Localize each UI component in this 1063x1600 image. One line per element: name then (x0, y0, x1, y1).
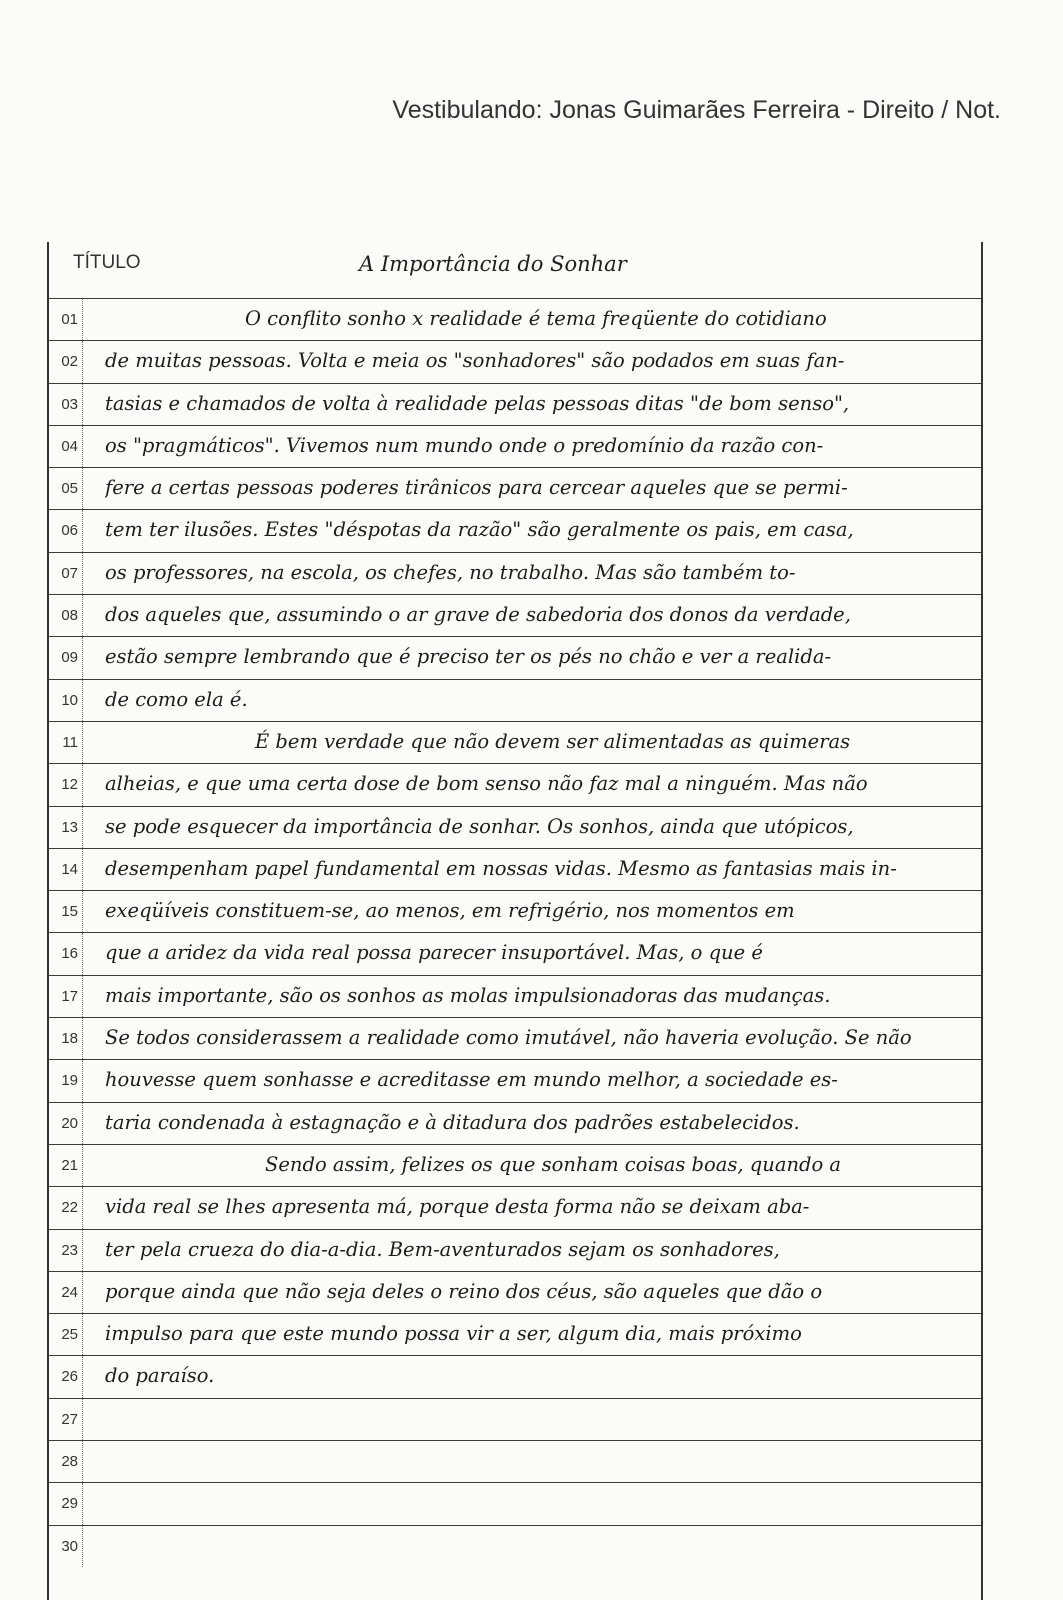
line-text: tem ter ilusões. Estes "déspotas da razão" são geralmente os pais, em casa, (105, 518, 854, 542)
essay-line (49, 425, 981, 467)
line-number: 03 (49, 384, 83, 425)
line-number: 23 (49, 1230, 83, 1271)
line-text: porque ainda que não seja deles o reino dos céus, são aqueles que dão o (105, 1279, 823, 1303)
essay-line (49, 383, 981, 425)
line-text: de como ela é. (105, 687, 248, 711)
line-number: 01 (49, 299, 83, 340)
line-number: 15 (49, 891, 83, 932)
line-number: 26 (49, 1356, 83, 1397)
line-number: 14 (49, 849, 83, 890)
line-text: O conflito sonho x realidade é tema freqüente do cotidiano (245, 307, 827, 330)
title-label: TÍTULO (73, 252, 141, 273)
line-text: que a aridez da vida real possa parecer insuportável. Mas, o que é (105, 941, 763, 965)
line-number: 13 (49, 807, 83, 848)
line-text: tasias e chamados de volta à realidade pelas pessoas ditas "de bom senso", (105, 391, 850, 415)
line-text: de muitas pessoas. Volta e meia os "sonhadores" são podados em suas fan- (105, 349, 845, 373)
essay-title: A Importância do Sonhar (359, 252, 627, 276)
line-number: 22 (49, 1187, 83, 1228)
line-text: Se todos considerassem a realidade como imutável, não haveria evolução. Se não (105, 1026, 912, 1050)
line-text (105, 1441, 975, 1482)
essay-line (49, 1059, 981, 1101)
line-number: 16 (49, 933, 83, 974)
line-text: mais importante, são os sonhos as molas impulsionadoras das mudanças. (105, 983, 831, 1007)
line-text: exeqüíveis constituem-se, ao menos, em refrigério, nos momentos em (105, 899, 795, 923)
line-number: 12 (49, 764, 83, 805)
essay-line (49, 848, 981, 890)
essay-line (49, 1229, 981, 1271)
essay-line (49, 1440, 981, 1482)
essay-sheet (47, 242, 983, 1600)
line-number: 19 (49, 1060, 83, 1101)
essay-line (49, 509, 981, 551)
line-text (105, 1526, 975, 1567)
essay-line (49, 594, 981, 636)
essay-line (49, 1313, 981, 1355)
essay-line (49, 1482, 981, 1524)
line-number: 10 (49, 680, 83, 721)
line-number: 06 (49, 510, 83, 551)
essay-line (49, 1144, 981, 1186)
line-number: 21 (49, 1145, 83, 1186)
essay-line (49, 467, 981, 509)
line-number: 18 (49, 1018, 83, 1059)
line-text: taria condenada à estagnação e à ditadura dos padrões estabelecidos. (105, 1110, 800, 1134)
essay-line (49, 636, 981, 678)
essay-line (49, 1271, 981, 1313)
essay-line (49, 298, 981, 340)
line-text: dos aqueles que, assumindo o ar grave de sabedoria dos donos da verdade, (105, 603, 851, 627)
line-text: estão sempre lembrando que é preciso ter os pés no chão e ver a realida- (105, 645, 832, 669)
line-number: 17 (49, 976, 83, 1017)
line-number: 28 (49, 1441, 83, 1482)
line-number: 07 (49, 553, 83, 594)
essay-line (49, 721, 981, 763)
essay-line (49, 932, 981, 974)
essay-line (49, 1017, 981, 1059)
essay-line (49, 1525, 981, 1567)
line-text (105, 1483, 975, 1524)
line-text: impulso para que este mundo possa vir a ser, algum dia, mais próximo (105, 1322, 802, 1346)
line-text (105, 1399, 975, 1440)
line-text: se pode esquecer da importância de sonhar. Os sonhos, ainda que utópicos, (105, 814, 854, 838)
essay-line (49, 340, 981, 382)
line-text: houvesse quem sonhasse e acreditasse em mundo melhor, a sociedade es- (105, 1068, 838, 1092)
line-number: 04 (49, 426, 83, 467)
essay-line (49, 1398, 981, 1440)
line-number: 30 (49, 1526, 83, 1567)
line-number: 25 (49, 1314, 83, 1355)
line-text: ter pela crueza do dia-a-dia. Bem-aventurados sejam os sonhadores, (105, 1237, 780, 1261)
line-number: 09 (49, 637, 83, 678)
line-text: os "pragmáticos". Vivemos num mundo onde o predomínio da razão con- (105, 433, 824, 457)
essay-line (49, 552, 981, 594)
line-text: alheias, e que uma certa dose de bom senso não faz mal a ninguém. Mas não (105, 772, 868, 796)
line-number: 08 (49, 595, 83, 636)
line-text: os professores, na escola, os chefes, no trabalho. Mas são também to- (105, 560, 796, 584)
line-number: 27 (49, 1399, 83, 1440)
line-text: desempenham papel fundamental em nossas vidas. Mesmo as fantasias mais in- (105, 856, 897, 880)
title-row (49, 242, 981, 298)
essay-lines (49, 298, 981, 1567)
essay-line (49, 806, 981, 848)
line-number: 11 (49, 722, 83, 763)
line-number: 29 (49, 1483, 83, 1524)
line-text: fere a certas pessoas poderes tirânicos para cercear aqueles que se permi- (105, 476, 848, 500)
essay-line (49, 1355, 981, 1397)
line-text: É bem verdade que não devem ser alimentadas as quimeras (255, 729, 851, 753)
essay-line (49, 890, 981, 932)
line-number: 05 (49, 468, 83, 509)
essay-line (49, 1186, 981, 1228)
essay-line (49, 679, 981, 721)
line-text: do paraíso. (105, 1364, 215, 1388)
candidate-header: Vestibulando: Jonas Guimarães Ferreira - Direito / Not. (392, 96, 1001, 124)
line-number: 02 (49, 341, 83, 382)
essay-line (49, 763, 981, 805)
line-text: Sendo assim, felizes os que sonham coisas boas, quando a (265, 1152, 842, 1176)
line-number: 24 (49, 1272, 83, 1313)
essay-line (49, 975, 981, 1017)
line-number: 20 (49, 1103, 83, 1144)
line-text: vida real se lhes apresenta má, porque desta forma não se deixam aba- (105, 1195, 810, 1219)
essay-line (49, 1102, 981, 1144)
